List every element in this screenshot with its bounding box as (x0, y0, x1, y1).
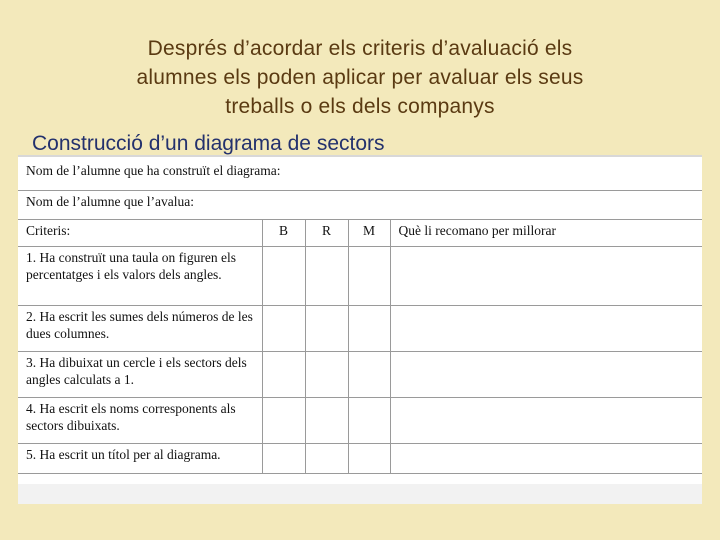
m-cell[interactable] (348, 444, 390, 474)
b-cell[interactable] (262, 444, 305, 474)
m-cell[interactable] (348, 352, 390, 398)
m-cell[interactable] (348, 398, 390, 444)
advice-cell[interactable] (390, 352, 702, 398)
b-header: B (262, 220, 305, 247)
criterion-row (18, 444, 702, 474)
b-cell[interactable] (262, 306, 305, 352)
criterion-text: 2. Ha escrit les sumes dels números de les dues columnes. (18, 306, 262, 352)
criterion-row (18, 306, 702, 352)
panel-bottom-margin (18, 484, 702, 504)
section-title: Construcció d’un diagrama de sectors (32, 132, 385, 155)
advice-cell[interactable] (390, 306, 702, 352)
r-cell[interactable] (305, 247, 348, 306)
r-header: R (305, 220, 348, 247)
criterion-row (18, 247, 702, 306)
b-cell[interactable] (262, 398, 305, 444)
criterion-text: 3. Ha dibuixat un cercle i els sectors dels angles calculats a 1. (18, 352, 262, 398)
title-line-2: alumnes els poden aplicar per avaluar els seus (136, 66, 584, 89)
advice-cell[interactable] (390, 444, 702, 474)
criterion-text: 1. Ha construït una taula on figuren els percentatges i els valors dels angles. (18, 247, 262, 306)
evaluation-table (18, 160, 702, 474)
advice-cell[interactable] (390, 398, 702, 444)
r-cell[interactable] (305, 352, 348, 398)
evaluator-name-row (18, 191, 702, 220)
advice-cell[interactable] (390, 247, 702, 306)
r-cell[interactable] (305, 444, 348, 474)
b-cell[interactable] (262, 247, 305, 306)
b-cell[interactable] (262, 352, 305, 398)
criterion-row (18, 352, 702, 398)
m-header: M (348, 220, 390, 247)
m-cell[interactable] (348, 306, 390, 352)
criterion-text: 4. Ha escrit els noms corresponents als sectors dibuixats. (18, 398, 262, 444)
table-header-row (18, 220, 702, 247)
r-cell[interactable] (305, 398, 348, 444)
title-line-1: Després d’acordar els criteris d’avaluació els (147, 37, 573, 60)
builder-name-field[interactable]: Nom de l’alumne que ha construït el diagrama: (18, 160, 702, 191)
advice-header: Què li recomano per millorar (390, 220, 702, 247)
criteria-header: Criteris: (18, 220, 262, 247)
slide-title (60, 34, 660, 121)
evaluator-name-field[interactable]: Nom de l’alumne que l’avalua: (18, 191, 702, 220)
criterion-row (18, 398, 702, 444)
criterion-text: 5. Ha escrit un títol per al diagrama. (18, 444, 262, 474)
m-cell[interactable] (348, 247, 390, 306)
evaluation-form-panel (18, 155, 702, 504)
title-line-3: treballs o els dels companys (225, 95, 495, 118)
builder-name-row (18, 160, 702, 191)
r-cell[interactable] (305, 306, 348, 352)
